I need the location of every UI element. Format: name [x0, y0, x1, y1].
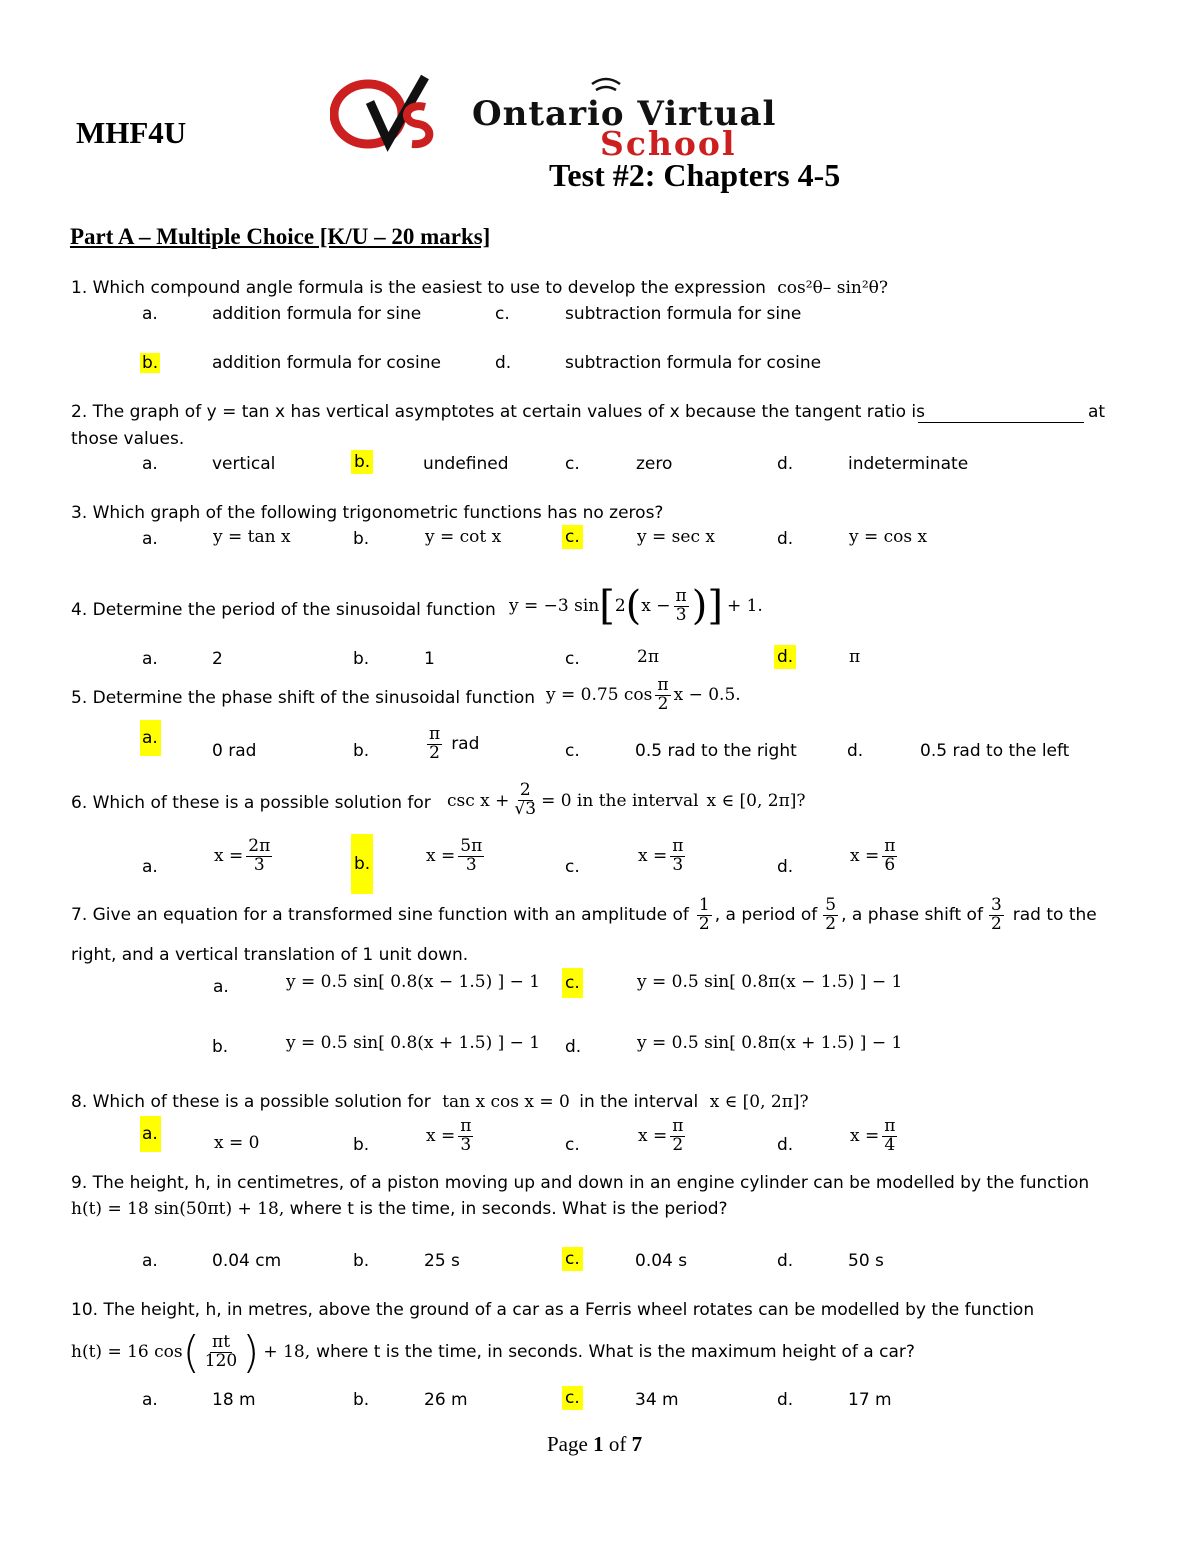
- q8-option-b-letter[interactable]: b.: [353, 1135, 370, 1155]
- q2-option-b-letter-highlighted[interactable]: b.: [351, 450, 373, 474]
- q10-option-d[interactable]: 17 m: [848, 1390, 892, 1410]
- q1-option-b-letter-highlighted[interactable]: b.: [142, 353, 159, 373]
- q6-b-den: 3: [465, 854, 477, 875]
- q5-b-num: π: [429, 724, 441, 744]
- logo-text-line2: School: [600, 124, 737, 163]
- q3-option-b[interactable]: y = cot x: [425, 527, 502, 547]
- q2-stem-tail: at: [1088, 402, 1106, 422]
- question-1-stem: [71, 278, 888, 298]
- q8-option-a[interactable]: x = 0: [214, 1133, 260, 1153]
- q7-stem-line2: right, and a vertical translation of 1 unit down.: [71, 945, 469, 965]
- q9-option-a[interactable]: 0.04 cm: [212, 1251, 282, 1271]
- q9-option-a-letter[interactable]: a.: [142, 1251, 158, 1271]
- q6-option-b[interactable]: [426, 838, 487, 875]
- q10-stem-tail: where t is the time, in seconds. What is the maximum height of a car?: [316, 1342, 915, 1362]
- q8-option-d[interactable]: [850, 1118, 900, 1155]
- q6-option-c-letter[interactable]: c.: [565, 857, 580, 877]
- q2-stem-line2: those values.: [71, 429, 185, 449]
- q4-expr-pre: y = −3 sin: [509, 596, 600, 616]
- q7-amp-num: 1: [698, 894, 710, 915]
- q5-frac-num: π: [657, 674, 669, 695]
- q9-stem-tail: where t is the time, in seconds. What is the period?: [289, 1199, 728, 1219]
- q4-paren-right: ): [691, 583, 708, 629]
- q2-option-c-letter[interactable]: c.: [565, 454, 580, 474]
- page-of: of: [608, 1432, 627, 1456]
- q3-option-a-letter[interactable]: a.: [142, 529, 158, 549]
- q4-option-b[interactable]: 1: [424, 649, 435, 669]
- q4-expr-x: x −: [641, 596, 671, 616]
- question-10-stem: 10. The height, h, in metres, above the ground of a car as a Ferris wheel rotates can be modelled by the function: [71, 1300, 1035, 1320]
- q4-option-b-letter[interactable]: b.: [353, 649, 370, 669]
- q5-option-c[interactable]: 0.5 rad to the right: [635, 741, 797, 761]
- page-prefix: Page: [547, 1432, 588, 1456]
- q1-option-d-letter[interactable]: d.: [495, 353, 512, 373]
- q8-option-c[interactable]: [638, 1118, 688, 1155]
- q4-option-d[interactable]: π: [849, 647, 861, 667]
- question-4-stem: 4. Determine the period of the sinusoidal function: [71, 600, 496, 620]
- q5-option-d[interactable]: 0.5 rad to the left: [920, 741, 1070, 761]
- q8-option-a-letter-highlighted[interactable]: a.: [140, 1116, 161, 1152]
- q8-c-den: 2: [672, 1134, 684, 1155]
- question-3-stem: 3. Which graph of the following trigonometric functions has no zeros?: [71, 503, 664, 523]
- q6-c-num: π: [672, 836, 684, 856]
- q7-stem-a: 7. Give an equation for a transformed sine function with an amplitude of: [71, 905, 689, 925]
- q4-expression: [509, 576, 763, 636]
- q3-option-b-letter[interactable]: b.: [353, 529, 370, 549]
- q8-option-c-letter[interactable]: c.: [565, 1135, 580, 1155]
- q10-option-b-letter[interactable]: b.: [353, 1390, 370, 1410]
- q7-option-b[interactable]: y = 0.5 sin[ 0.8(x + 1.5) ] − 1: [286, 1033, 541, 1053]
- q6-option-d-letter[interactable]: d.: [777, 857, 794, 877]
- q4-bracket-left: [: [599, 583, 615, 629]
- q4-frac-den: 3: [675, 604, 687, 625]
- question-5-stem: 5. Determine the phase shift of the sinusoidal function: [71, 688, 536, 708]
- q5-option-a-letter-highlighted[interactable]: a.: [140, 720, 161, 756]
- q6-d-num: π: [884, 836, 896, 856]
- page-current: 1: [593, 1432, 604, 1456]
- part-a-heading: Part A – Multiple Choice [K/U – 20 marks]: [70, 224, 491, 249]
- q9-stem-line2: [71, 1199, 728, 1219]
- q3-option-d-letter[interactable]: d.: [777, 529, 794, 549]
- q8-c-num: π: [672, 1116, 684, 1136]
- q9-option-c-letter-highlighted[interactable]: c.: [562, 1247, 583, 1271]
- logo-text-line1: Ontario Virtual: [472, 94, 777, 134]
- q4-bracket-right: ]: [707, 583, 723, 629]
- q6-c-xeq: x =: [638, 846, 668, 867]
- q4-option-a-letter[interactable]: a.: [142, 649, 158, 669]
- q6-option-c[interactable]: [638, 838, 688, 875]
- q4-paren-left: (: [625, 583, 642, 629]
- page-total: 7: [631, 1432, 643, 1456]
- q9-option-d[interactable]: 50 s: [848, 1251, 884, 1271]
- q10-stem-line2: [71, 1322, 915, 1382]
- q8-interval: x ∈ [0, 2π]?: [709, 1092, 809, 1112]
- q8-stem-text: 8. Which of these is a possible solution for: [71, 1092, 431, 1112]
- q9-option-b[interactable]: 25 s: [424, 1251, 460, 1271]
- q8-b-xeq: x =: [426, 1126, 456, 1147]
- q9-expression: h(t) = 18 sin(50πt) + 18,: [71, 1199, 285, 1219]
- q2-option-d[interactable]: indeterminate: [848, 454, 969, 474]
- q5-option-c-letter[interactable]: c.: [565, 741, 580, 761]
- q1-expression: cos²θ– sin²θ?: [777, 278, 888, 298]
- q3-option-a[interactable]: y = tan x: [213, 527, 291, 547]
- q7-per-num: 5: [825, 894, 837, 915]
- q8-option-d-letter[interactable]: d.: [777, 1135, 794, 1155]
- q10-option-a-letter[interactable]: a.: [142, 1390, 158, 1410]
- question-9-stem: 9. The height, h, in centimetres, of a piston moving up and down in an engine cylinder can be modelled by the function: [71, 1173, 1090, 1193]
- q2-option-c[interactable]: zero: [636, 454, 673, 474]
- q5-option-d-letter[interactable]: d.: [847, 741, 864, 761]
- q6-interval: x ∈ [0, 2π]?: [706, 790, 806, 811]
- q2-option-b[interactable]: undefined: [423, 454, 509, 474]
- q10-expr-post: + 18,: [263, 1342, 311, 1362]
- q6-c-den: 3: [672, 854, 684, 875]
- q2-option-d-letter[interactable]: d.: [777, 454, 794, 474]
- test-title: Test #2: Chapters 4-5: [549, 157, 841, 193]
- q8-option-b[interactable]: [426, 1118, 476, 1155]
- q2-answer-blank: [918, 402, 1084, 423]
- q5-option-a[interactable]: 0 rad: [212, 741, 257, 761]
- q10-expr-pre: h(t) = 16 cos: [71, 1342, 183, 1362]
- q6-expr-pre: csc x +: [447, 790, 510, 811]
- q7-stem-c: , a phase shift of: [841, 905, 983, 925]
- q8-d-den: 4: [884, 1134, 896, 1155]
- q8-b-num: π: [460, 1116, 472, 1136]
- q7-option-d[interactable]: y = 0.5 sin[ 0.8π(x + 1.5) ] − 1: [637, 1033, 903, 1053]
- q1-stem-text: 1. Which compound angle formula is the easiest to use to develop the expression: [71, 278, 766, 298]
- q10-frac-den: 120: [204, 1350, 238, 1371]
- q5-option-b[interactable]: [424, 726, 479, 763]
- q4-option-c[interactable]: 2π: [637, 647, 659, 667]
- q6-d-den: 6: [884, 854, 896, 875]
- q1-option-a-letter[interactable]: a.: [142, 304, 158, 324]
- q6-option-b-letter-highlighted[interactable]: b.: [351, 834, 373, 894]
- q10-option-a[interactable]: 18 m: [212, 1390, 256, 1410]
- q5-expression: [546, 670, 741, 720]
- q6-option-a[interactable]: [214, 838, 275, 875]
- q6-option-a-letter[interactable]: a.: [142, 857, 158, 877]
- q8-stem-mid: in the interval: [579, 1092, 699, 1112]
- q4-option-c-letter[interactable]: c.: [565, 649, 580, 669]
- q7-ph-den: 2: [990, 913, 1002, 934]
- q9-option-c[interactable]: 0.04 s: [635, 1251, 688, 1271]
- page-number: [547, 1432, 642, 1457]
- q6-option-d[interactable]: [850, 838, 900, 875]
- q8-d-xeq: x =: [850, 1126, 880, 1147]
- q10-option-d-letter[interactable]: d.: [777, 1390, 794, 1410]
- q9-option-b-letter[interactable]: b.: [353, 1251, 370, 1271]
- question-8-stem: [71, 1092, 809, 1112]
- q4-expr-coef: 2: [614, 596, 626, 616]
- school-logo: [330, 72, 855, 163]
- q3-option-c-letter-highlighted[interactable]: c.: [562, 525, 583, 549]
- q8-d-num: π: [884, 1116, 896, 1136]
- q10-option-c-letter-highlighted[interactable]: c.: [562, 1386, 583, 1410]
- q7-option-c-letter-highlighted[interactable]: c.: [562, 968, 583, 998]
- q7-stem-b: , a period of: [714, 905, 818, 925]
- q6-expr-post: = 0 in the interval: [541, 790, 699, 811]
- question-7-stem: [71, 892, 1097, 938]
- q7-option-a[interactable]: y = 0.5 sin[ 0.8(x − 1.5) ] − 1: [286, 972, 541, 992]
- q1-option-c[interactable]: subtraction formula for sine: [565, 304, 802, 324]
- course-code: MHF4U: [76, 115, 187, 150]
- q10-option-c[interactable]: 34 m: [635, 1390, 679, 1410]
- q6-a-num: 2π: [248, 836, 271, 856]
- q6-b-xeq: x =: [426, 846, 456, 867]
- question-2-stem: [71, 402, 925, 422]
- q4-option-d-letter-highlighted[interactable]: d.: [774, 645, 796, 669]
- q5-expr-pre: y = 0.75 cos: [546, 685, 653, 705]
- q8-c-xeq: x =: [638, 1126, 668, 1147]
- q6-expression: [447, 773, 806, 828]
- q2-stem-text: 2. The graph of y = tan x has vertical asymptotes at certain values of x because the tangent ratio is: [71, 402, 925, 422]
- q1-option-b[interactable]: addition formula for cosine: [212, 353, 441, 373]
- q5-frac-den: 2: [657, 693, 669, 714]
- q7-amp-den: 2: [698, 913, 710, 934]
- q9-option-d-letter[interactable]: d.: [777, 1251, 794, 1271]
- q4-option-a[interactable]: 2: [212, 649, 223, 669]
- q5-option-b-letter[interactable]: b.: [353, 741, 370, 761]
- q10-option-b[interactable]: 26 m: [424, 1390, 468, 1410]
- q3-option-c[interactable]: y = sec x: [637, 527, 715, 547]
- q8-b-den: 3: [460, 1134, 472, 1155]
- question-6-stem: 6. Which of these is a possible solution for: [71, 793, 431, 813]
- q10-paren-left: (: [182, 1326, 200, 1378]
- q5-b-unit: rad: [451, 734, 480, 755]
- q10-paren-right: ): [242, 1326, 260, 1378]
- q1-option-c-letter[interactable]: c.: [495, 304, 510, 324]
- q7-option-b-letter[interactable]: b.: [212, 1037, 229, 1057]
- q6-a-xeq: x =: [214, 846, 244, 867]
- q2-option-a-letter[interactable]: a.: [142, 454, 158, 474]
- q7-per-den: 2: [825, 913, 837, 934]
- q1-option-d[interactable]: subtraction formula for cosine: [565, 353, 822, 373]
- q10-frac-num: πt: [212, 1331, 231, 1352]
- q7-option-d-letter[interactable]: d.: [565, 1037, 582, 1057]
- q6-frac-den: √3: [514, 799, 537, 819]
- q4-expr-post: + 1.: [726, 596, 763, 616]
- q5-b-den: 2: [429, 742, 440, 763]
- q8-expression: tan x cos x = 0: [442, 1092, 570, 1112]
- q7-option-a-letter[interactable]: a.: [213, 977, 229, 997]
- q1-option-a[interactable]: addition formula for sine: [212, 304, 422, 324]
- q6-frac-num: 2: [519, 780, 531, 801]
- q4-frac-num: π: [675, 585, 687, 606]
- q6-b-num: 5π: [460, 836, 483, 856]
- q7-ph-num: 3: [990, 894, 1002, 915]
- q7-stem-d: rad to the: [1012, 905, 1097, 925]
- q6-a-den: 3: [253, 854, 265, 875]
- q5-expr-post: x − 0.5.: [673, 685, 741, 705]
- q3-option-d[interactable]: y = cos x: [849, 527, 928, 547]
- q7-option-c[interactable]: y = 0.5 sin[ 0.8π(x − 1.5) ] − 1: [637, 972, 903, 992]
- q6-d-xeq: x =: [850, 846, 880, 867]
- q2-option-a[interactable]: vertical: [212, 454, 276, 474]
